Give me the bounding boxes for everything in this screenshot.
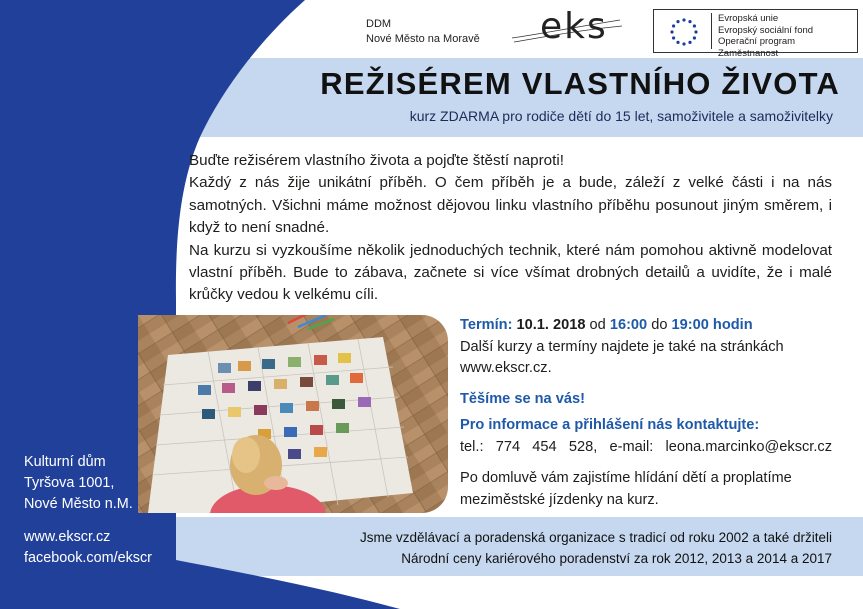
org-name-line2: Nové Město na Moravě	[366, 33, 480, 45]
org-name-line1: DDM	[366, 18, 392, 30]
venue-line1: Kulturní dům	[24, 454, 106, 470]
term-from-word: od	[589, 317, 606, 333]
term-start: 16:00	[609, 317, 648, 333]
footer-line1: Jsme vzdělávací a poradenská organizace s tradicí od roku 2002 a také držiteli	[359, 530, 832, 545]
eu-line1: Evropská unie	[718, 13, 779, 24]
eu-line2: Evropský sociální fond	[718, 24, 814, 36]
venue-block	[24, 452, 133, 515]
intro-paragraph-2: Každý z nás žije unikátní příběh. O čem příběh je a bude, záleží z velké části i na nás samotných. Všichni máme možnost dějovou linku vlastního příběhu posunout jiným směrem, i když to není snadné.	[189, 174, 832, 237]
contact-line[interactable]: tel.: 774 454 528, e-mail: leona.marcinko@ekscr.cz	[460, 438, 832, 455]
term-more: Další kurzy a termíny najdete je také na stránkách www.ekscr.cz.	[460, 338, 784, 376]
web-link[interactable]: www.ekscr.cz	[24, 529, 111, 545]
footer-line2: Národní ceny kariérového poradenství za rok 2012, 2013 a 2014 a 2017	[401, 551, 832, 566]
eks-logo-text: eks	[540, 6, 608, 47]
eu-flag-icon	[657, 13, 712, 49]
greeting: Těšíme se na vás!	[460, 391, 585, 407]
term-block	[460, 315, 832, 380]
term-label: Termín:	[460, 317, 513, 333]
contact-block	[460, 415, 832, 458]
intro-paragraph-1: Buďte režisérem vlastního života a pojďte štěstí naproti!	[189, 152, 564, 169]
links-block	[24, 527, 152, 569]
eu-logo-block	[653, 9, 858, 59]
facebook-link[interactable]: facebook.com/ekscr	[24, 550, 152, 566]
footer-text	[300, 527, 832, 569]
contact-heading: Pro informace a přihlášení nás kontaktujte:	[460, 417, 760, 433]
term-date: 10.1. 2018	[516, 317, 586, 333]
term-end: 19:00 hodin	[671, 317, 753, 333]
intro-text	[189, 150, 832, 307]
page-subtitle: kurz ZDARMA pro rodiče dětí do 15 let, samoživitele a samoživitelky	[409, 108, 833, 124]
term-to-word: do	[651, 317, 668, 333]
page-title: REŽISÉREM VLASTNÍHO ŽIVOTA	[320, 66, 840, 101]
eu-line3: Operační program Zaměstnanost	[718, 36, 796, 59]
intro-paragraph-3: Na kurzu si vyzkoušíme několik jednoduchých technik, které nám pomohou aktivně modelovat vlastní příběh. Bude to zábava, začnete si více všímat drobných detailů a uvidíte, že i malé krůčky vedou k velkému cíli.	[189, 241, 832, 304]
eks-logo	[510, 8, 626, 52]
venue-line3: Nové Město n.M.	[24, 496, 133, 512]
note: Po domluvě vám zajistíme hlídání dětí a proplatíme meziměstské jízdenky na kurz.	[460, 470, 792, 508]
venue-line2: Tyršova 1001,	[24, 475, 115, 491]
workshop-photo	[138, 315, 448, 513]
